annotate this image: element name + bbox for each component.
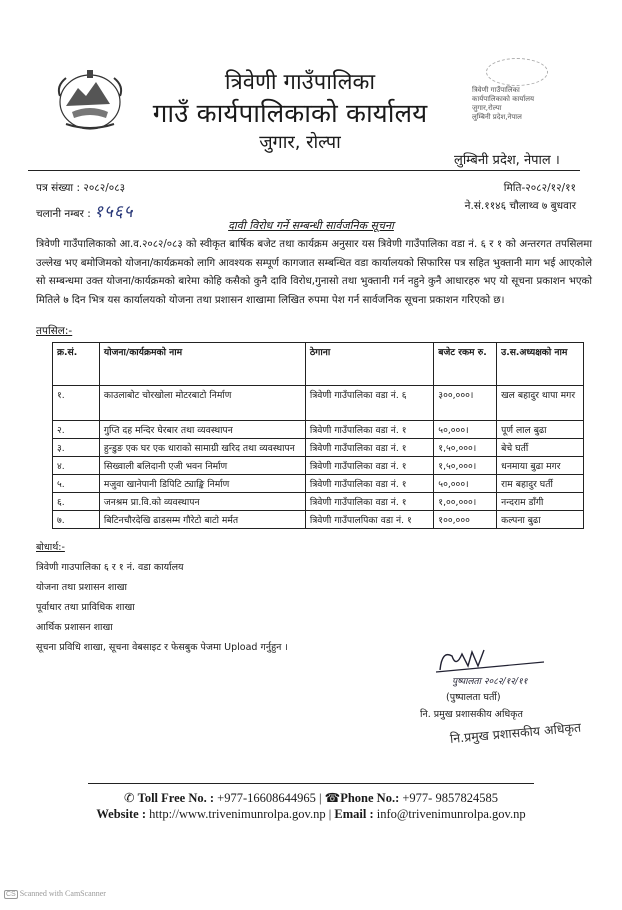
footer-separator: |	[328, 807, 332, 821]
signature-icon	[432, 648, 552, 674]
reference-number	[36, 181, 125, 195]
cc-item: आर्थिक प्रशासन शाखा	[36, 622, 113, 633]
office-stamp	[472, 58, 572, 121]
cc-item: योजना तथा प्रशासन शाखा	[36, 582, 127, 593]
office-stamp-icon	[486, 58, 548, 86]
cell-budget: १००,०००	[434, 511, 497, 529]
cell-sn: ७.	[53, 511, 100, 529]
table-row	[53, 386, 584, 421]
stamp-line-1: त्रिवेणी गाउँपालिका	[472, 86, 520, 94]
cc-item: सूचना प्रविधि शाखा, सूचना वेबसाइट र फेसबुक पेजमा Upload गर्नुहुन ।	[36, 642, 289, 653]
website-label: Website :	[96, 807, 147, 821]
signature-text: पुष्पालता २०८२/१२/११	[452, 677, 528, 687]
table-row	[53, 439, 584, 457]
cell-sn: ५.	[53, 475, 100, 493]
stamp-line-2: कार्यपालिकाको कार्यालय	[472, 95, 535, 103]
cell-address: त्रिवेणी गाउँपालिका वडा नं. १	[305, 421, 433, 439]
cell-chairperson: बेचे घर्ती	[497, 439, 584, 457]
camscanner-watermark	[4, 889, 106, 899]
cell-address: त्रिवेणी गाउँपालिका वडा नं. १	[305, 475, 433, 493]
cell-chairperson: कल्पना बुढा	[497, 511, 584, 529]
footer-divider	[88, 783, 534, 784]
stamp-line-3: जुगार,रोल्पा	[472, 104, 502, 112]
cell-budget: ३००,०००।	[434, 386, 497, 421]
date: मिति-२०८२/१२/११	[503, 182, 576, 194]
phone-icon: ☎	[324, 791, 341, 805]
cell-chairperson: खल बहादुर थापा मगर	[497, 386, 584, 421]
toll-free-number: +977-16608644965	[217, 791, 316, 805]
cell-sn: ४.	[53, 457, 100, 475]
dispatch-label: चलानी नम्बर :	[36, 208, 91, 220]
cell-chairperson: राम बहादुर घर्ती	[497, 475, 584, 493]
header-sn: क्र.सं.	[53, 343, 100, 386]
cell-project-name: बिटिनचौरदेखि ढाडसम्म गौरेटो बाटो मर्मत	[99, 511, 305, 529]
table-row	[53, 457, 584, 475]
cell-budget: ५०,०००।	[434, 421, 497, 439]
projects-table	[52, 342, 584, 529]
cell-budget: ५०,०००।	[434, 475, 497, 493]
phone-number: +977- 9857824585	[402, 791, 498, 805]
designation-stamp: नि.प्रमुख प्रशासकीय अधिकृत	[449, 719, 582, 746]
cc-item: पूर्वाधार तथा प्राविधिक शाखा	[36, 602, 135, 613]
ref-value: २०८२/०८३	[83, 182, 126, 194]
dispatch-value: १५६५	[94, 202, 134, 222]
cell-project-name: जनश्रम प्रा.वि.को व्यवस्थापन	[99, 493, 305, 511]
ref-label: पत्र संख्या :	[36, 182, 81, 194]
nepal-emblem-icon	[52, 66, 128, 134]
cell-address: त्रिवेणी गाउँपालिका वडा नं. ६	[305, 386, 433, 421]
nepal-sambat-date: ने.सं.११४६ चौलाथ्व ७ बुधवार	[464, 200, 576, 212]
cc-item: त्रिवेणी गाउपालिका ६ र १ नं. वडा कार्यालय	[36, 562, 184, 573]
stamp-line-4: लुम्बिनी प्रदेश,नेपाल	[472, 113, 522, 121]
table-header-row	[53, 343, 584, 386]
details-label: तपसिल:-	[36, 325, 73, 337]
table-row	[53, 511, 584, 529]
phone-label: Phone No.:	[340, 791, 400, 805]
toll-free-icon: ✆	[124, 791, 135, 805]
header-divider	[28, 170, 580, 171]
email-link[interactable]: info@trivenimunrolpa.gov.np	[376, 807, 526, 821]
header-project-name: योजना/कार्यक्रमको नाम	[99, 343, 305, 386]
table-row	[53, 421, 584, 439]
footer-separator: |	[319, 791, 322, 805]
notice-body: त्रिवेणी गाउँपालिकाको आ.व.२०८२/०८३ को स्वीकृत बार्षिक बजेट तथा कार्यक्रम अनुसार यस त्रिवेणी गाउँपालिका वडा नं. ६ र १ को अन्तरगत तपसिलमा उल्लेख भए बमोजिमको योजना/कार्यक्रमको लागि आवश्यक सम्पूर्ण कागजात सम्बन्धित वडा कार्यालयको सिफारिस पत्र सहित भुक्तानी माग भई आएकोले सो सम्बन्धमा उक्त योजना/कार्यक्रमको बारेमा कोहि कसैको कुनै दावि विरोध,गुनासो तथा भुक्तानी गर्न नहुने कुनै आधारहरु भए यो सूचना प्रकाशन भएको मितिले ७ दिन भित्र यस कार्यालयको योजना तथा प्रशासन शाखामा लिखित रुपमा पेश गर्न सार्वजनिक सूचना प्रकाशन गरिएको छ।	[36, 239, 592, 306]
letterhead-office: गाउँ कार्यपालिकाको कार्यालय	[152, 99, 428, 129]
province-text: लुम्बिनी प्रदेश, नेपाल ।	[454, 153, 560, 168]
cell-project-name: मजुवा खानेपानी डिपिटि ट्याङ्कि निर्माण	[99, 475, 305, 493]
header-chairperson: उ.स.अध्यक्षको नाम	[497, 343, 584, 386]
signatory-name: (पुष्पालता घर्ती)	[446, 692, 501, 703]
cell-project-name: हुन्डुङ एक घर एक धाराको सामाग्री खरिद तथा व्यवस्थापन	[99, 439, 305, 457]
cell-address: त्रिवेणी गाउँपालपिका वडा नं. १	[305, 511, 433, 529]
cell-chairperson: पूर्ण लाल बुढा	[497, 421, 584, 439]
cell-sn: ३.	[53, 439, 100, 457]
cc-label: बोधार्थ:-	[36, 542, 65, 553]
footer-phones	[0, 790, 622, 806]
cell-chairperson: धनमाया बुढा मगर	[497, 457, 584, 475]
signatory-title: नि. प्रमुख प्रशासकीय अधिकृत	[420, 709, 523, 720]
cell-project-name: गुप्ति दह मन्दिर घेरबार तथा व्यवस्थापन	[99, 421, 305, 439]
website-link[interactable]: http://www.trivenimunrolpa.gov.np	[149, 807, 326, 821]
cell-budget: १,५०,०००।	[434, 457, 497, 475]
letterhead-municipality: त्रिवेणी गाउँपालिका	[224, 70, 376, 95]
cell-address: त्रिवेणी गाउँपालिका वडा नं. १	[305, 493, 433, 511]
table-row	[53, 493, 584, 511]
cell-budget: १,५०,०००।	[434, 439, 497, 457]
projects-table-body	[53, 386, 584, 529]
cell-sn: ६.	[53, 493, 100, 511]
header-address: ठेगाना	[305, 343, 433, 386]
header-budget: बजेट रकम रु.	[434, 343, 497, 386]
toll-free-label: Toll Free No. :	[137, 791, 215, 805]
cell-sn: २.	[53, 421, 100, 439]
cell-address: त्रिवेणी गाउँपालिका वडा नं. १	[305, 457, 433, 475]
footer-web	[0, 807, 622, 822]
cc-list	[36, 558, 288, 658]
watermark-text: Scanned with CamScanner	[19, 889, 106, 898]
letterhead-address: जुगार, रोल्पा	[259, 132, 341, 153]
cell-budget: १,००,०००।	[434, 493, 497, 511]
email-label: Email :	[334, 807, 374, 821]
cell-project-name: सिख्वाली बलिदानी एजी भवन निर्माण	[99, 457, 305, 475]
cell-sn: १.	[53, 386, 100, 421]
table-row	[53, 475, 584, 493]
camscanner-logo-icon: CS	[6, 891, 16, 898]
cell-address: त्रिवेणी गाउँपालिका वडा नं. १	[305, 439, 433, 457]
cell-project-name: काउलाबोट चोरखोला मोटरबाटो निर्माण	[99, 386, 305, 421]
cell-chairperson: नन्दराम डाँगी	[497, 493, 584, 511]
notice-subject: दावी विरोध गर्ने सम्बन्धी सार्वजनिक सूचना	[228, 219, 394, 232]
